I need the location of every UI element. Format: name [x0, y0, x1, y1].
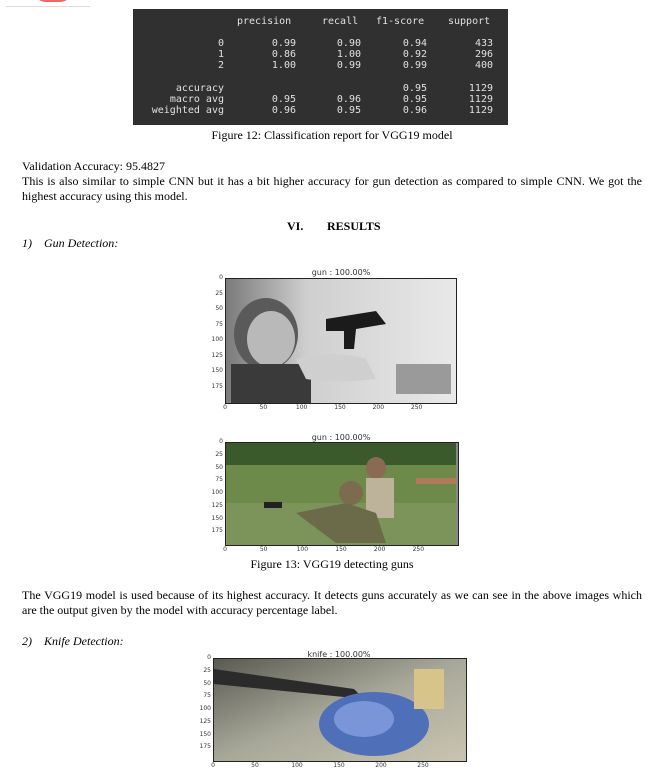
report-cell-label: 0	[217, 38, 224, 49]
x-tick-label: 250	[412, 546, 425, 553]
report-cell-support: 1129	[468, 94, 493, 105]
classification-report	[133, 9, 508, 125]
validation-accuracy: Validation Accuracy: 95.4827	[22, 159, 165, 173]
header-support: support	[448, 16, 491, 27]
report-cell-recall: 0.95	[336, 105, 361, 116]
knife-detection-plot	[193, 650, 475, 778]
y-tick-label: 25	[203, 666, 211, 674]
report-cell-recall: 0.90	[336, 38, 361, 49]
x-tick-label: 50	[251, 762, 259, 769]
plot-image	[213, 658, 467, 762]
y-tick-label: 50	[203, 679, 211, 687]
report-cell-recall: 0.96	[336, 94, 361, 105]
figure-12-caption: Figure 12: Classification report for VGG19 model	[211, 128, 453, 142]
report-cell-label: accuracy	[175, 83, 224, 94]
y-tick-label: 75	[203, 692, 211, 700]
report-cell-precision: 0.99	[271, 38, 296, 49]
x-tick-label: 200	[375, 762, 387, 769]
report-cell-f1: 0.96	[402, 105, 427, 116]
paragraph-vgg19-intro: This is also similar to simple CNN but it has a bit higher accuracy for gun detection as compared to simple CNN. We got the highest accuracy using this model.	[22, 174, 642, 203]
report-cell-support: 433	[474, 38, 493, 49]
section-title: RESULTS	[327, 219, 381, 233]
report-cell-recall: 0.99	[336, 60, 361, 71]
report-cell-f1: 0.95	[402, 94, 427, 105]
x-tick-label: 50	[259, 404, 268, 411]
report-cell-f1: 0.94	[402, 38, 427, 49]
report-cell-label: 1	[217, 49, 224, 60]
x-tick-label: 100	[291, 762, 303, 769]
paragraph-vgg19-results: The VGG19 model is used because of its highest accuracy. It detects guns accurately as we can see in the above images which are the output given by the model with accuracy percentage label.	[22, 588, 642, 617]
y-tick-label: 75	[215, 476, 223, 484]
y-tick-label: 125	[199, 717, 211, 725]
y-tick-label: 125	[211, 351, 223, 359]
header-f1: f1-score	[376, 16, 425, 27]
report-cell-precision: 1.00	[271, 60, 296, 71]
plot-title: gun : 100.00%	[311, 268, 371, 277]
x-tick-label: 50	[259, 546, 268, 553]
header-logo-fragment	[6, 0, 90, 7]
subsection-gun-detection: 1) Gun Detection:	[22, 236, 119, 250]
y-tick-label: 0	[219, 438, 223, 445]
plot-image	[225, 278, 457, 404]
x-tick-label: 200	[372, 404, 385, 411]
x-tick-label: 150	[335, 546, 347, 553]
y-tick-label: 150	[199, 730, 211, 738]
y-tick-label: 150	[211, 514, 223, 522]
knife-image	[214, 659, 466, 761]
gun-detection-plot-1	[205, 268, 467, 416]
y-tick-label: 0	[207, 654, 211, 661]
report-cell-f1: 0.95	[402, 83, 427, 94]
report-cell-support: 400	[474, 60, 493, 71]
x-tick-label: 100	[295, 404, 308, 411]
x-tick-label: 200	[373, 546, 386, 553]
header-recall: recall	[322, 16, 359, 27]
y-tick-label: 175	[211, 382, 223, 390]
report-cell-precision: 0.95	[271, 94, 296, 105]
report-cell-label: weighted avg	[151, 105, 224, 116]
y-tick-label: 50	[215, 463, 223, 471]
x-tick-label: 150	[333, 762, 345, 769]
report-cell-precision: 0.86	[271, 49, 296, 60]
boy-with-gun-image	[226, 279, 456, 403]
x-tick-label: 100	[296, 546, 309, 553]
report-cell-support: 1129	[468, 83, 493, 94]
x-tick-label: 0	[211, 762, 215, 769]
y-tick-label: 100	[211, 489, 223, 496]
x-tick-label: 0	[223, 546, 227, 553]
figure-13-caption: Figure 13: VGG19 detecting guns	[250, 557, 414, 571]
header-precision: precision	[237, 16, 292, 27]
x-tick-label: 0	[223, 404, 227, 411]
x-tick-label: 150	[334, 404, 346, 411]
report-cell-recall: 1.00	[336, 49, 361, 60]
y-tick-label: 25	[215, 450, 223, 458]
section-number: VI.	[287, 219, 304, 233]
y-tick-label: 100	[211, 336, 223, 343]
y-tick-label: 75	[215, 320, 223, 328]
report-cell-label: macro avg	[169, 94, 224, 105]
y-tick-label: 150	[211, 367, 223, 374]
y-tick-label: 175	[211, 527, 223, 535]
y-tick-label: 100	[199, 705, 211, 712]
y-tick-label: 25	[215, 289, 223, 297]
x-tick-label: 250	[410, 404, 423, 411]
y-tick-label: 125	[211, 501, 223, 509]
plot-image	[225, 442, 459, 546]
report-cell-precision: 0.96	[271, 105, 296, 116]
plot-title: gun : 100.00%	[311, 433, 371, 442]
gun-detection-plot-2	[205, 433, 467, 556]
report-cell-label: 2	[217, 60, 224, 71]
report-cell-f1: 0.92	[402, 49, 427, 60]
report-cell-support: 296	[474, 49, 493, 60]
shooting-range-image	[226, 443, 458, 545]
y-tick-label: 0	[219, 274, 223, 281]
report-cell-f1: 0.99	[402, 60, 427, 71]
subsection-knife-detection: 2) Knife Detection:	[22, 634, 124, 648]
report-cell-support: 1129	[468, 105, 493, 116]
y-tick-label: 175	[199, 743, 211, 751]
y-tick-label: 50	[215, 305, 223, 312]
x-tick-label: 250	[417, 762, 429, 769]
plot-title: knife : 100.00%	[307, 650, 371, 659]
